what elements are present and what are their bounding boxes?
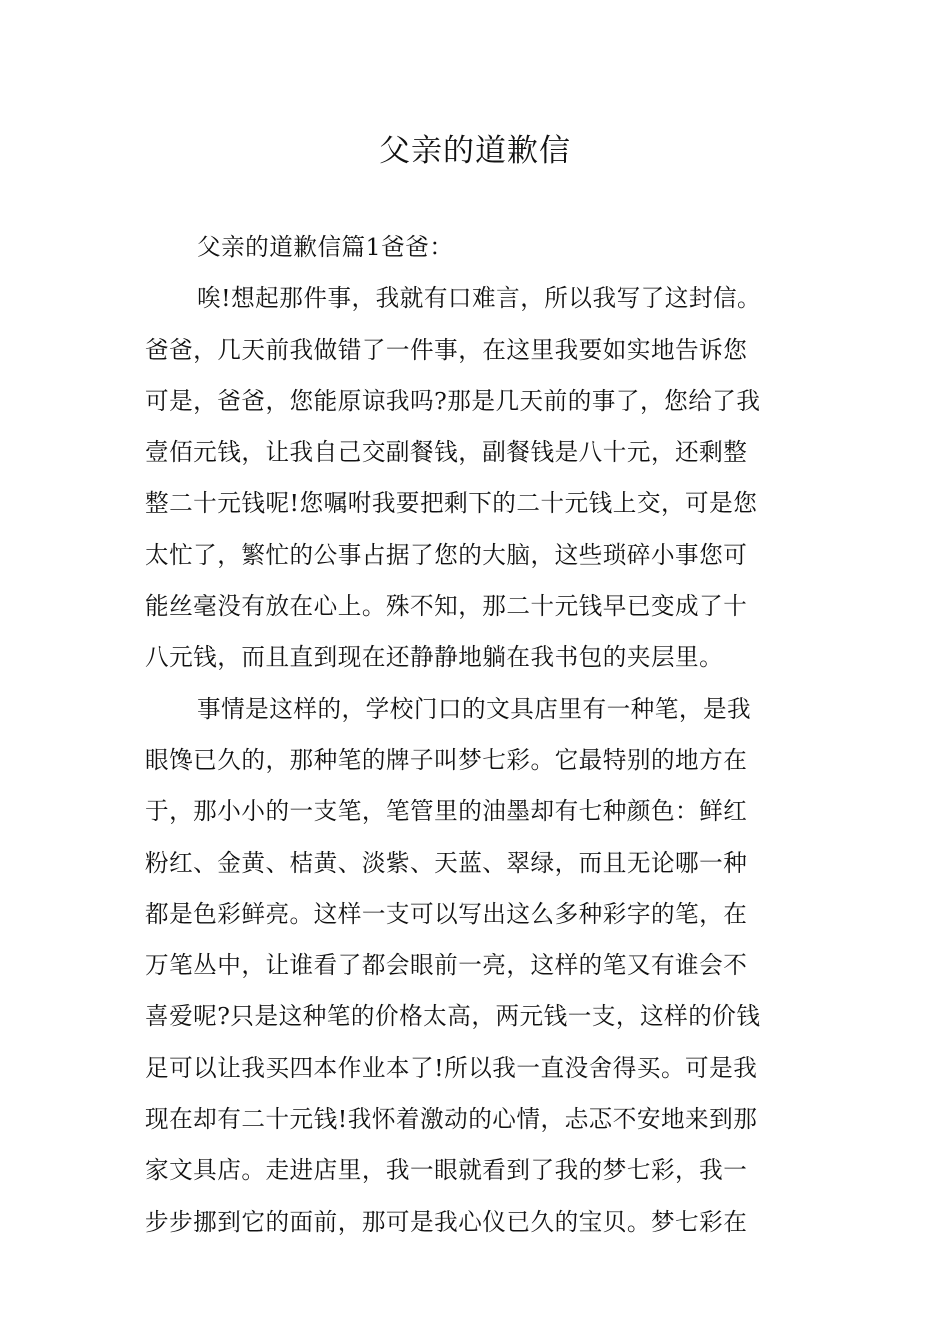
document-body — [145, 222, 809, 1248]
text-line: 太忙了，繁忙的公事占据了您的大脑，这些琐碎小事您可 — [145, 540, 748, 569]
text-line: 步步挪到它的面前，那可是我心仪已久的宝贝。梦七彩在 — [145, 1207, 748, 1236]
text-line: 足可以让我买四本作业本了!所以我一直没舍得买。可是我 — [145, 1053, 758, 1082]
text-line: 于，那小小的一支笔，笔管里的油墨却有七种颜色：鲜红 — [145, 797, 748, 826]
text-line: 万笔丛中，让谁看了都会眼前一亮，这样的笔又有谁会不 — [145, 951, 748, 980]
text-line: 眼馋已久的，那种笔的牌子叫梦七彩。它最特别的地方在 — [145, 745, 748, 774]
text-line: 都是色彩鲜亮。这样一支可以写出这么多种彩字的笔，在 — [145, 899, 748, 928]
document-title: 父亲的道歉信 — [379, 133, 571, 169]
text-line: 现在却有二十元钱!我怀着激动的心情，忐忑不安地来到那 — [145, 1105, 758, 1134]
text-line: 八元钱，而且直到现在还静静地躺在我书包的夹层里。 — [145, 643, 724, 672]
text-line: 唉!想起那件事，我就有口难言，所以我写了这封信。 — [197, 284, 762, 313]
text-line: 父亲的道歉信篇1爸爸： — [197, 233, 454, 261]
text-line: 可是，爸爸，您能原谅我吗?那是几天前的事了，您给了我 — [145, 386, 761, 415]
text-line: 爸爸，几天前我做错了一件事，在这里我要如实地告诉您 — [145, 335, 748, 364]
text-line: 粉红、金黄、桔黄、淡紫、天蓝、翠绿，而且无论哪一种 — [145, 848, 748, 877]
text-line: 家文具店。走进店里，我一眼就看到了我的梦七彩，我一 — [145, 1156, 748, 1185]
text-line: 整二十元钱呢!您嘱咐我要把剩下的二十元钱上交，可是您 — [145, 489, 758, 518]
text-line: 能丝毫没有放在心上。殊不知，那二十元钱早已变成了十 — [145, 592, 748, 621]
text-line: 喜爱呢?只是这种笔的价格太高，两元钱一支，这样的价钱 — [145, 1002, 761, 1031]
text-line: 壹佰元钱，让我自己交副餐钱，副餐钱是八十元，还剩整 — [145, 438, 748, 467]
text-line: 事情是这样的，学校门口的文具店里有一种笔，是我 — [197, 694, 752, 723]
